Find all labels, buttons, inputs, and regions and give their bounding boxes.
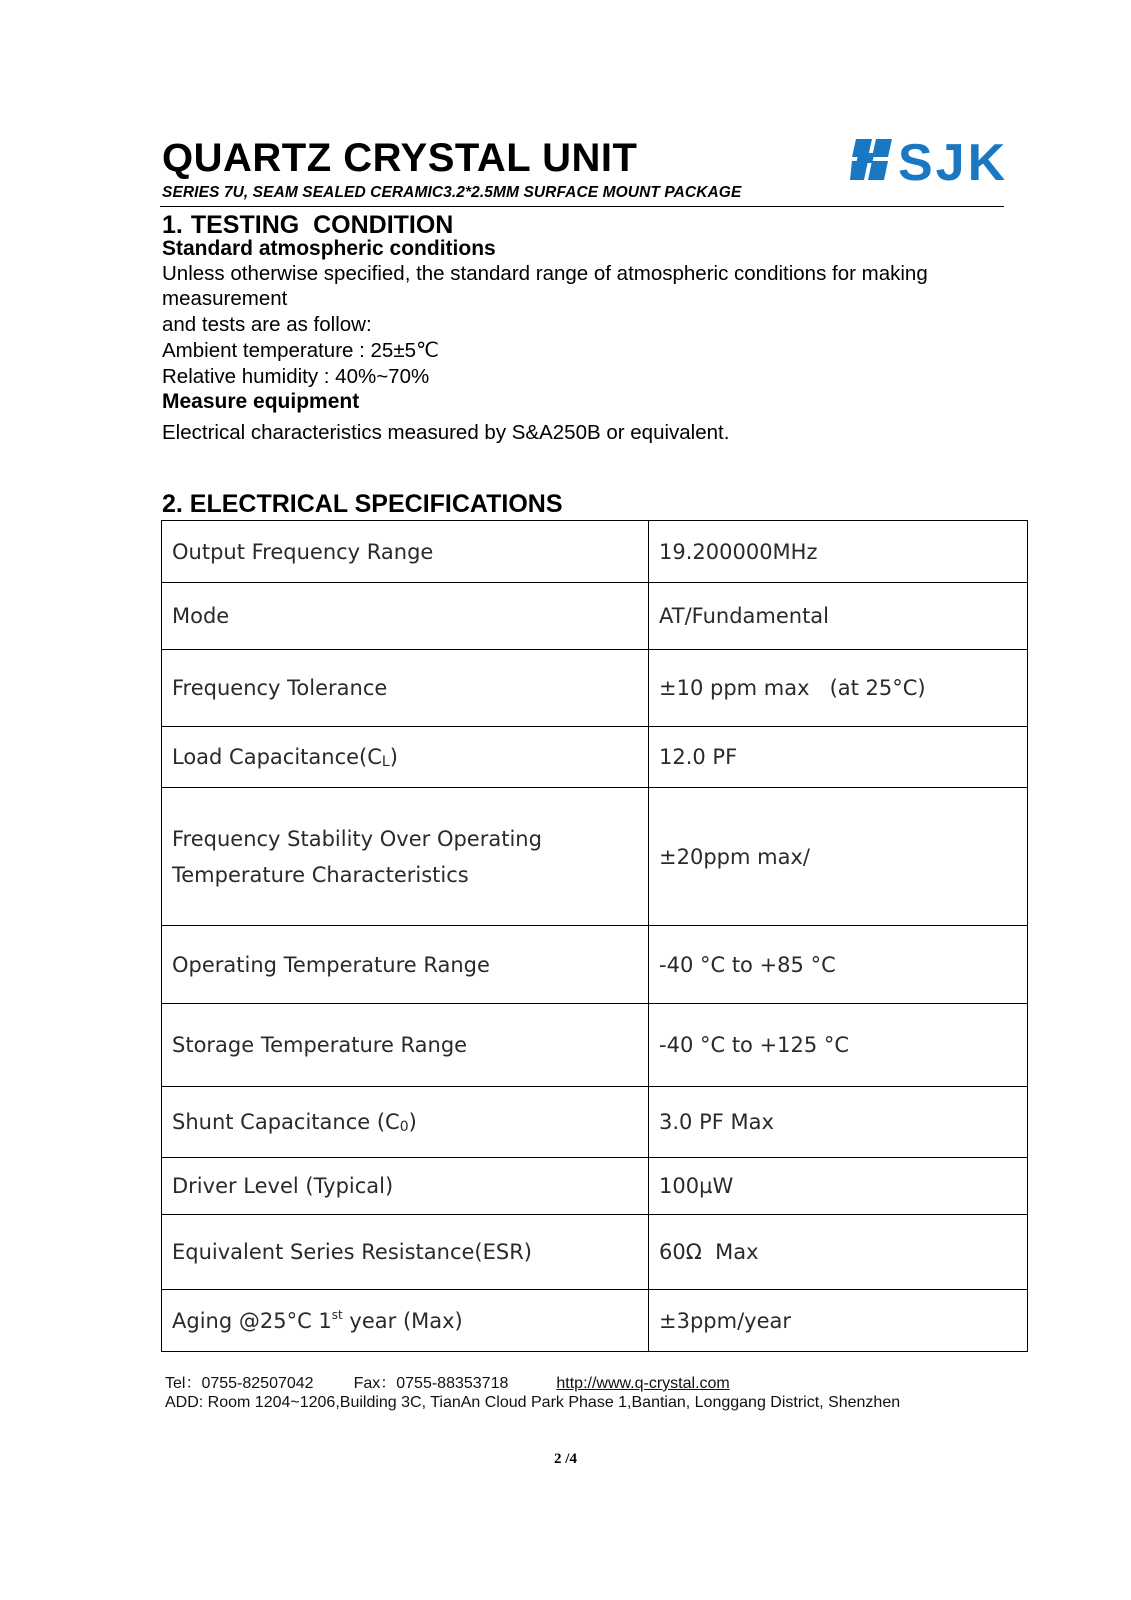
- section1-title: TESTING CONDITION: [190, 211, 454, 239]
- spec-label: Frequency Tolerance: [162, 650, 649, 727]
- footer-address: ADD: Room 1204~1206,Building 3C, TianAn Cloud Park Phase 1,Bantian, Longgang District, Shenzhen: [165, 1394, 901, 1411]
- spec-label-line1: Frequency Stability Over Operating: [172, 826, 542, 851]
- logo-text: SJK: [898, 136, 1009, 186]
- table-row: [162, 583, 1028, 650]
- atmospheric-text-line2: measurement: [162, 287, 288, 310]
- spec-value: 60Ω Max: [649, 1215, 1028, 1290]
- spec-label: [162, 727, 649, 788]
- table-row: [162, 926, 1028, 1004]
- sjk-logo: [850, 136, 1040, 186]
- table-row: [162, 650, 1028, 727]
- atmospheric-heading: Standard atmospheric conditions: [162, 237, 496, 260]
- spec-value: -40 °C to +85 °C: [649, 926, 1028, 1004]
- section1-number: 1.: [162, 211, 183, 239]
- spec-label: [162, 1290, 649, 1352]
- table-row: [162, 788, 1028, 926]
- spec-label-close: year (Max): [342, 1309, 463, 1333]
- equipment-heading: Measure equipment: [162, 390, 360, 413]
- spec-label: Driver Level (Typical): [162, 1158, 649, 1215]
- header-rule: [160, 206, 1004, 207]
- table-row: [162, 1004, 1028, 1087]
- spec-value: -40 °C to +125 °C: [649, 1004, 1028, 1087]
- spec-label-close: ): [389, 744, 398, 769]
- spec-value: 19.200000MHz: [649, 521, 1028, 583]
- ambient-temperature: Ambient temperature : 25±5℃: [162, 339, 439, 362]
- document-title: QUARTZ CRYSTAL UNIT: [162, 136, 638, 180]
- spec-label-close: ): [408, 1109, 417, 1134]
- table-row: [162, 1087, 1028, 1158]
- spec-label-text: Aging @25°C 1: [172, 1309, 332, 1333]
- spec-label-text: Load Capacitance(C: [172, 744, 382, 769]
- spec-value: ±10 ppm max (at 25°C): [649, 650, 1028, 727]
- spec-label: Mode: [162, 583, 649, 650]
- spec-label-subscript: L: [381, 753, 390, 770]
- spec-label: Storage Temperature Range: [162, 1004, 649, 1087]
- atmospheric-text-line3: and tests are as follow:: [162, 313, 372, 336]
- atmospheric-text-line1: Unless otherwise specified, the standard range of atmospheric conditions for making: [162, 262, 928, 285]
- spec-label-subscript: 0: [399, 1118, 409, 1135]
- table-row: [162, 521, 1028, 583]
- footer-tel: Tel：0755-82507042: [165, 1375, 314, 1392]
- sjk-logo-graphic: [850, 136, 1040, 186]
- footer-website-link[interactable]: http://www.q-crystal.com: [556, 1375, 730, 1392]
- table-row: [162, 1290, 1028, 1352]
- spec-label: Output Frequency Range: [162, 521, 649, 583]
- document-subtitle: SERIES 7U, SEAM SEALED CERAMIC3.2*2.5MM SURFACE MOUNT PACKAGE: [162, 184, 742, 201]
- spec-value: ±3ppm/year: [649, 1290, 1028, 1352]
- equipment-text: Electrical characteristics measured by S&A250B or equivalent.: [162, 421, 730, 444]
- spec-label-text: Shunt Capacitance (C: [172, 1109, 400, 1134]
- table-row: [162, 1158, 1028, 1215]
- spec-value: 100µW: [649, 1158, 1028, 1215]
- footer-contact: [165, 1374, 730, 1394]
- spec-value: AT/Fundamental: [649, 583, 1028, 650]
- table-row: [162, 1215, 1028, 1290]
- spec-label: Equivalent Series Resistance(ESR): [162, 1215, 649, 1290]
- spec-label: Operating Temperature Range: [162, 926, 649, 1004]
- spec-value: 12.0 PF: [649, 727, 1028, 788]
- spec-value: ±20ppm max/: [649, 788, 1028, 926]
- spec-label-line2: Temperature Characteristics: [172, 862, 469, 887]
- spec-label-superscript: st: [331, 1308, 343, 1322]
- section2-heading: 2. ELECTRICAL SPECIFICATIONS: [162, 490, 563, 518]
- spec-label: [162, 1087, 649, 1158]
- table-row: [162, 727, 1028, 788]
- footer-fax: Fax：0755-88353718: [353, 1375, 509, 1392]
- spec-value: 3.0 PF Max: [649, 1087, 1028, 1158]
- electrical-spec-table: [161, 520, 1028, 1352]
- page-number: 2 /4: [554, 1451, 577, 1467]
- relative-humidity: Relative humidity : 40%~70%: [162, 365, 430, 388]
- spec-label: [162, 788, 649, 926]
